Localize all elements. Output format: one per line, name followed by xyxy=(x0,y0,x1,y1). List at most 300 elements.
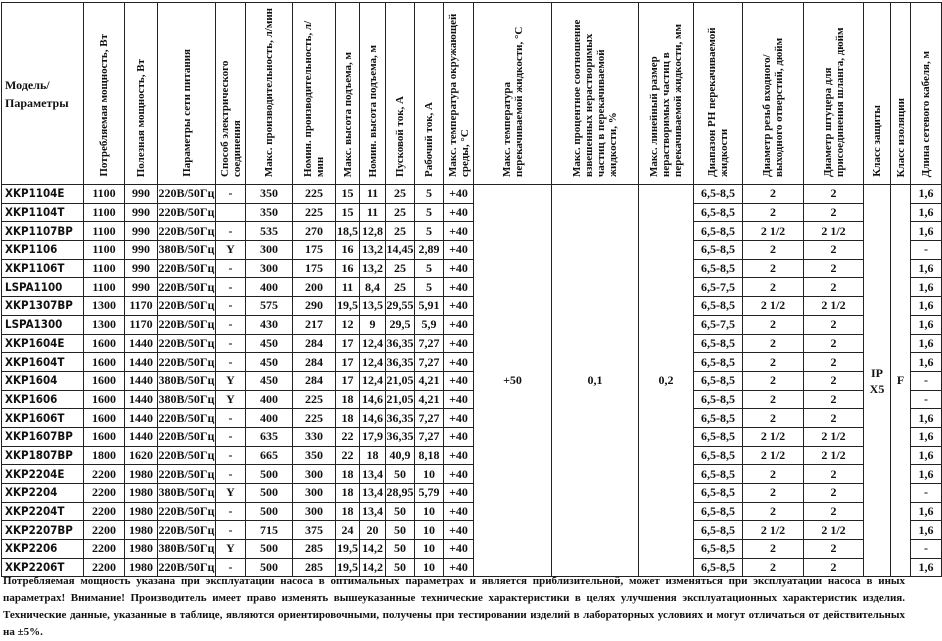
value-cell: 36,35 xyxy=(386,409,415,428)
ph-range-cell: 6,5-8,5 xyxy=(694,465,743,484)
cable-length-cell: 1,6 xyxy=(911,185,942,204)
value-cell: - xyxy=(216,558,246,577)
value-cell: 1600 xyxy=(84,390,125,409)
value-cell: +40 xyxy=(444,297,474,316)
value-cell: 990 xyxy=(125,222,158,241)
header-row xyxy=(2,3,942,185)
hose-diameter-cell: 2 xyxy=(804,465,864,484)
value-cell: 17 xyxy=(336,371,360,390)
value-cell: 4,21 xyxy=(415,390,444,409)
value-cell: Y xyxy=(216,390,246,409)
value-cell: 1980 xyxy=(125,521,158,540)
value-cell: 17 xyxy=(336,353,360,372)
cable-length-cell: 1,6 xyxy=(911,521,942,540)
cable-length-cell: 1,6 xyxy=(911,259,942,278)
value-cell: 25 xyxy=(386,259,415,278)
thread-diameter-cell: 2 xyxy=(743,540,804,559)
value-cell: +40 xyxy=(444,334,474,353)
value-cell: 1800 xyxy=(84,446,125,465)
value-cell: 285 xyxy=(293,558,336,577)
column-header xyxy=(474,3,552,185)
hose-diameter-cell: 2 xyxy=(804,371,864,390)
value-cell: 18 xyxy=(336,409,360,428)
ph-range-cell: 6,5-8,5 xyxy=(694,427,743,446)
model-cell: XKP2204T xyxy=(2,502,84,521)
value-cell: 14,2 xyxy=(360,558,386,577)
value-cell: +40 xyxy=(444,353,474,372)
value-cell: 12,4 xyxy=(360,353,386,372)
value-cell: 635 xyxy=(246,427,293,446)
value-cell: 220В/50Гц xyxy=(158,353,216,372)
cable-length-cell: 1,6 xyxy=(911,203,942,222)
value-cell: - xyxy=(216,297,246,316)
value-cell: 217 xyxy=(293,315,336,334)
value-cell: 220В/50Гц xyxy=(158,315,216,334)
value-cell: 380В/50Гц xyxy=(158,540,216,559)
value-cell: 18 xyxy=(336,390,360,409)
value-cell: 19,5 xyxy=(336,540,360,559)
protection-class-cell: IP X5 xyxy=(864,185,891,577)
value-cell: 1170 xyxy=(125,315,158,334)
value-cell: +40 xyxy=(444,502,474,521)
hose-diameter-cell: 2 xyxy=(804,540,864,559)
value-cell: 15 xyxy=(336,185,360,204)
table-row xyxy=(2,278,942,297)
value-cell: 500 xyxy=(246,558,293,577)
thread-diameter-cell: 2 xyxy=(743,353,804,372)
cable-length-cell: 1,6 xyxy=(911,334,942,353)
cable-length-cell: - xyxy=(911,241,942,260)
value-cell: 300 xyxy=(293,484,336,503)
value-cell: 50 xyxy=(386,540,415,559)
value-cell: 21,05 xyxy=(386,390,415,409)
ph-range-cell: 6,5-8,5 xyxy=(694,558,743,577)
ph-range-cell: 6,5-8,5 xyxy=(694,334,743,353)
column-header xyxy=(891,3,911,185)
value-cell: 17,9 xyxy=(360,427,386,446)
cable-length-cell: 1,6 xyxy=(911,446,942,465)
ph-range-cell: 6,5-8,5 xyxy=(694,241,743,260)
value-cell: 22 xyxy=(336,427,360,446)
value-cell: +40 xyxy=(444,540,474,559)
value-cell: 2200 xyxy=(84,540,125,559)
model-cell: XKP2204E xyxy=(2,465,84,484)
column-header xyxy=(743,3,804,185)
value-cell: 220В/50Гц xyxy=(158,502,216,521)
value-cell: Y xyxy=(216,371,246,390)
model-cell: XKP1606 xyxy=(2,390,84,409)
ph-range-cell: 6,5-8,5 xyxy=(694,297,743,316)
cable-length-cell: - xyxy=(911,390,942,409)
value-cell: 21,05 xyxy=(386,371,415,390)
column-header xyxy=(864,3,891,185)
ph-range-cell: 6,5-8,5 xyxy=(694,185,743,204)
value-cell: Y xyxy=(216,241,246,260)
value-cell: 9 xyxy=(360,315,386,334)
value-cell: 5 xyxy=(415,222,444,241)
value-cell: 220В/50Гц xyxy=(158,446,216,465)
ph-range-cell: 6,5-8,5 xyxy=(694,371,743,390)
value-cell: 11 xyxy=(360,203,386,222)
value-cell: 500 xyxy=(246,540,293,559)
value-cell: 18 xyxy=(336,465,360,484)
column-header-label: Способ электрического соединения xyxy=(218,60,243,177)
column-header xyxy=(125,3,158,185)
hose-diameter-cell: 2 1/2 xyxy=(804,427,864,446)
thread-diameter-cell: 2 xyxy=(743,409,804,428)
thread-diameter-cell: 2 xyxy=(743,484,804,503)
value-cell: 19,5 xyxy=(336,297,360,316)
value-cell: 284 xyxy=(293,353,336,372)
value-cell: 175 xyxy=(293,241,336,260)
column-header xyxy=(552,3,639,185)
value-cell: 450 xyxy=(246,353,293,372)
model-cell: XKP1604E xyxy=(2,334,84,353)
value-cell: Y xyxy=(216,540,246,559)
column-header-label: Класс защиты xyxy=(871,105,883,177)
cable-length-cell: - xyxy=(911,371,942,390)
particle-size-cell: 0,2 xyxy=(639,185,694,577)
value-cell: 18,5 xyxy=(336,222,360,241)
table-row xyxy=(2,540,942,559)
value-cell: 2,89 xyxy=(415,241,444,260)
column-header xyxy=(336,3,360,185)
value-cell: +40 xyxy=(444,241,474,260)
thread-diameter-cell: 2 xyxy=(743,203,804,222)
value-cell: 11 xyxy=(360,185,386,204)
column-header xyxy=(360,3,386,185)
max-liquid-temp-cell: +50 xyxy=(474,185,552,577)
value-cell: 715 xyxy=(246,521,293,540)
value-cell: 300 xyxy=(293,465,336,484)
table-row xyxy=(2,521,942,540)
model-cell: XKP1106 xyxy=(2,241,84,260)
value-cell: 2200 xyxy=(84,484,125,503)
value-cell: - xyxy=(216,502,246,521)
value-cell: 330 xyxy=(293,427,336,446)
value-cell: 13,4 xyxy=(360,484,386,503)
hose-diameter-cell: 2 xyxy=(804,315,864,334)
value-cell: 29,55 xyxy=(386,297,415,316)
value-cell: 400 xyxy=(246,278,293,297)
value-cell: - xyxy=(216,185,246,204)
value-cell: 225 xyxy=(293,203,336,222)
value-cell: 24 xyxy=(336,521,360,540)
thread-diameter-cell: 2 xyxy=(743,502,804,521)
value-cell: 10 xyxy=(415,502,444,521)
value-cell: 13,4 xyxy=(360,502,386,521)
value-cell: +40 xyxy=(444,521,474,540)
ph-range-cell: 6,5-8,5 xyxy=(694,222,743,241)
value-cell: 1440 xyxy=(125,334,158,353)
thread-diameter-cell: 2 1/2 xyxy=(743,446,804,465)
value-cell: 350 xyxy=(246,203,293,222)
value-cell: 1980 xyxy=(125,465,158,484)
value-cell: 25 xyxy=(386,278,415,297)
particles-percent-cell: 0,1 xyxy=(552,185,639,577)
column-header xyxy=(911,3,942,185)
column-header xyxy=(84,3,125,185)
value-cell: 5 xyxy=(415,185,444,204)
cable-length-cell: - xyxy=(911,484,942,503)
column-header xyxy=(444,3,474,185)
value-cell: 10 xyxy=(415,465,444,484)
value-cell: 220В/50Гц xyxy=(158,427,216,446)
column-header xyxy=(694,3,743,185)
model-cell: XKP1606T xyxy=(2,409,84,428)
ph-range-cell: 6,5-8,5 xyxy=(694,390,743,409)
column-header xyxy=(246,3,293,185)
table-row xyxy=(2,334,942,353)
value-cell: 220В/50Гц xyxy=(158,203,216,222)
hose-diameter-cell: 2 1/2 xyxy=(804,297,864,316)
value-cell: 8,18 xyxy=(415,446,444,465)
value-cell: - xyxy=(216,259,246,278)
value-cell: 430 xyxy=(246,315,293,334)
ph-range-cell: 6,5-7,5 xyxy=(694,315,743,334)
model-cell: XKP1604 xyxy=(2,371,84,390)
value-cell: 12,8 xyxy=(360,222,386,241)
table-row xyxy=(2,446,942,465)
value-cell: 400 xyxy=(246,409,293,428)
hose-diameter-cell: 2 xyxy=(804,390,864,409)
value-cell: 15 xyxy=(336,203,360,222)
column-header-label: Рабочий ток, А xyxy=(423,102,435,177)
ph-range-cell: 6,5-8,5 xyxy=(694,521,743,540)
model-cell: XKP1104E xyxy=(2,185,84,204)
table-row xyxy=(2,390,942,409)
model-cell: LSPA1100 xyxy=(2,278,84,297)
value-cell: 1440 xyxy=(125,390,158,409)
value-cell: 225 xyxy=(293,185,336,204)
hose-diameter-cell: 2 xyxy=(804,203,864,222)
value-cell: 10 xyxy=(415,521,444,540)
value-cell: 50 xyxy=(386,558,415,577)
value-cell: 13,5 xyxy=(360,297,386,316)
value-cell: 4,21 xyxy=(415,371,444,390)
table-row xyxy=(2,315,942,334)
value-cell: 220В/50Гц xyxy=(158,409,216,428)
value-cell: 990 xyxy=(125,259,158,278)
hose-diameter-cell: 2 xyxy=(804,334,864,353)
value-cell: 1100 xyxy=(84,203,125,222)
thread-diameter-cell: 2 1/2 xyxy=(743,222,804,241)
value-cell: 12,4 xyxy=(360,334,386,353)
value-cell: +40 xyxy=(444,409,474,428)
value-cell: +40 xyxy=(444,222,474,241)
cable-length-cell: 1,6 xyxy=(911,353,942,372)
value-cell: 1440 xyxy=(125,427,158,446)
ph-range-cell: 6,5-8,5 xyxy=(694,502,743,521)
value-cell: 50 xyxy=(386,465,415,484)
value-cell: 500 xyxy=(246,465,293,484)
value-cell: 290 xyxy=(293,297,336,316)
column-header-label: Макс. температура окружающей среды, °С xyxy=(446,13,471,177)
value-cell: 20 xyxy=(360,521,386,540)
value-cell: 14,6 xyxy=(360,409,386,428)
model-cell: XKP2206 xyxy=(2,540,84,559)
value-cell: +40 xyxy=(444,259,474,278)
ph-range-cell: 6,5-8,5 xyxy=(694,259,743,278)
value-cell: 220В/50Гц xyxy=(158,334,216,353)
value-cell: 1170 xyxy=(125,297,158,316)
column-header xyxy=(216,3,246,185)
value-cell: 40,9 xyxy=(386,446,415,465)
value-cell: 500 xyxy=(246,484,293,503)
column-header-label: Диаметр резьб входного/выходного отверстий, дюйм xyxy=(761,37,785,177)
value-cell: 5 xyxy=(415,278,444,297)
model-cell: XKP1106T xyxy=(2,259,84,278)
value-cell: 220В/50Гц xyxy=(158,185,216,204)
value-cell: 5 xyxy=(415,259,444,278)
value-cell: 990 xyxy=(125,203,158,222)
model-cell: XKP1307BP xyxy=(2,297,84,316)
value-cell: 1600 xyxy=(84,427,125,446)
column-header-label: Класс изоляции xyxy=(894,97,907,177)
column-header-label: Потребляемая мощность, Вт xyxy=(98,34,110,177)
column-header-label: Макс. процентное соотношение взвешенных нерастворимых частиц в перекачиваемой жидкости, % xyxy=(571,19,619,177)
value-cell: 990 xyxy=(125,241,158,260)
cable-length-cell: - xyxy=(911,540,942,559)
value-cell: 175 xyxy=(293,259,336,278)
value-cell: 10 xyxy=(415,540,444,559)
cable-length-cell: 1,6 xyxy=(911,558,942,577)
value-cell: 1300 xyxy=(84,297,125,316)
model-cell: XKP1807BP xyxy=(2,446,84,465)
column-header-label: Номин. высота подъема, м xyxy=(366,44,379,177)
ph-range-cell: 6,5-8,5 xyxy=(694,540,743,559)
value-cell: +40 xyxy=(444,203,474,222)
value-cell: 7,27 xyxy=(415,334,444,353)
value-cell: - xyxy=(216,353,246,372)
value-cell: 535 xyxy=(246,222,293,241)
value-cell: 990 xyxy=(125,185,158,204)
value-cell: 1100 xyxy=(84,222,125,241)
value-cell: 400 xyxy=(246,390,293,409)
cable-length-cell: 1,6 xyxy=(911,427,942,446)
value-cell: +40 xyxy=(444,185,474,204)
value-cell: 10 xyxy=(415,558,444,577)
model-cell: XKP2206T xyxy=(2,558,84,577)
value-cell: 2200 xyxy=(84,521,125,540)
cable-length-cell: 1,6 xyxy=(911,502,942,521)
value-cell: 1300 xyxy=(84,315,125,334)
value-cell: 14,45 xyxy=(386,241,415,260)
value-cell: 220В/50Гц xyxy=(158,297,216,316)
value-cell: +40 xyxy=(444,278,474,297)
value-cell: 285 xyxy=(293,540,336,559)
thread-diameter-cell: 2 xyxy=(743,241,804,260)
table-row xyxy=(2,409,942,428)
value-cell: 16 xyxy=(336,241,360,260)
value-cell: 25 xyxy=(386,203,415,222)
value-cell: 1600 xyxy=(84,334,125,353)
value-cell: - xyxy=(216,222,246,241)
table-row xyxy=(2,259,942,278)
model-cell: XKP2204 xyxy=(2,484,84,503)
value-cell: 200 xyxy=(293,278,336,297)
ph-range-cell: 6,5-7,5 xyxy=(694,278,743,297)
value-cell: 300 xyxy=(246,241,293,260)
cable-length-cell: 1,6 xyxy=(911,315,942,334)
hose-diameter-cell: 2 xyxy=(804,353,864,372)
value-cell: - xyxy=(216,465,246,484)
value-cell: 1620 xyxy=(125,446,158,465)
value-cell: 1100 xyxy=(84,259,125,278)
thread-diameter-cell: 2 xyxy=(743,465,804,484)
value-cell: 1980 xyxy=(125,484,158,503)
value-cell: 990 xyxy=(125,278,158,297)
cable-length-cell: 1,6 xyxy=(911,222,942,241)
thread-diameter-cell: 2 1/2 xyxy=(743,297,804,316)
value-cell: 1100 xyxy=(84,241,125,260)
value-cell: 5,9 xyxy=(415,315,444,334)
value-cell: 36,35 xyxy=(386,353,415,372)
value-cell: 500 xyxy=(246,502,293,521)
table-row xyxy=(2,371,942,390)
corner-header: Модель/ Параметры xyxy=(2,3,84,185)
ph-range-cell: 6,5-8,5 xyxy=(694,484,743,503)
table-row xyxy=(2,484,942,503)
column-header xyxy=(293,3,336,185)
value-cell: 575 xyxy=(246,297,293,316)
value-cell: 1440 xyxy=(125,353,158,372)
value-cell: +40 xyxy=(444,558,474,577)
value-cell: +40 xyxy=(444,390,474,409)
value-cell: 350 xyxy=(246,185,293,204)
value-cell: 300 xyxy=(293,502,336,521)
value-cell: 270 xyxy=(293,222,336,241)
cable-length-cell: 1,6 xyxy=(911,465,942,484)
column-header xyxy=(804,3,864,185)
value-cell: 18 xyxy=(336,484,360,503)
model-cell: XKP1104T xyxy=(2,203,84,222)
model-cell: XKP2207BP xyxy=(2,521,84,540)
value-cell: 7,27 xyxy=(415,427,444,446)
model-cell: XKP1607BP xyxy=(2,427,84,446)
value-cell: 380В/50Гц xyxy=(158,371,216,390)
ph-range-cell: 6,5-8,5 xyxy=(694,353,743,372)
thread-diameter-cell: 2 1/2 xyxy=(743,427,804,446)
value-cell: 5 xyxy=(415,203,444,222)
value-cell: 220В/50Гц xyxy=(158,558,216,577)
value-cell: 25 xyxy=(386,222,415,241)
footnote: Потребляемая мощность указана при эксплуатации насоса в оптимальных параметрах и является приблизительной, может изменяться при эксплуатации насоса в иных параметрах! Внимание! Производитель имеет право изменять вышеуказанные технические характеристики в целях улучшения эксплуатационных характеристик изделия. Технические данные, указанные в таблице, являются ориентировочными, получены при тестировании изделий в лабораторных условиях и могут отличаться от действительных на ±5%. xyxy=(3,575,905,638)
value-cell: 300 xyxy=(246,259,293,278)
value-cell: 22 xyxy=(336,446,360,465)
value-cell: 8,4 xyxy=(360,278,386,297)
value-cell: 220В/50Гц xyxy=(158,222,216,241)
table-row xyxy=(2,241,942,260)
hose-diameter-cell: 2 1/2 xyxy=(804,446,864,465)
value-cell: 450 xyxy=(246,334,293,353)
value-cell: 1600 xyxy=(84,353,125,372)
cable-length-cell: 1,6 xyxy=(911,297,942,316)
column-header xyxy=(415,3,444,185)
value-cell: 13,2 xyxy=(360,241,386,260)
column-header-label: Номин. производительность, л/мин xyxy=(302,20,326,177)
value-cell: 350 xyxy=(293,446,336,465)
value-cell: 380В/50Гц xyxy=(158,390,216,409)
table-row xyxy=(2,297,942,316)
column-header-label: Макс. производительность, л/мин xyxy=(263,7,275,177)
thread-diameter-cell: 2 xyxy=(743,185,804,204)
cable-length-cell: 1,6 xyxy=(911,278,942,297)
value-cell: +40 xyxy=(444,465,474,484)
value-cell: 28,95 xyxy=(386,484,415,503)
value-cell: - xyxy=(216,334,246,353)
value-cell: +40 xyxy=(444,446,474,465)
